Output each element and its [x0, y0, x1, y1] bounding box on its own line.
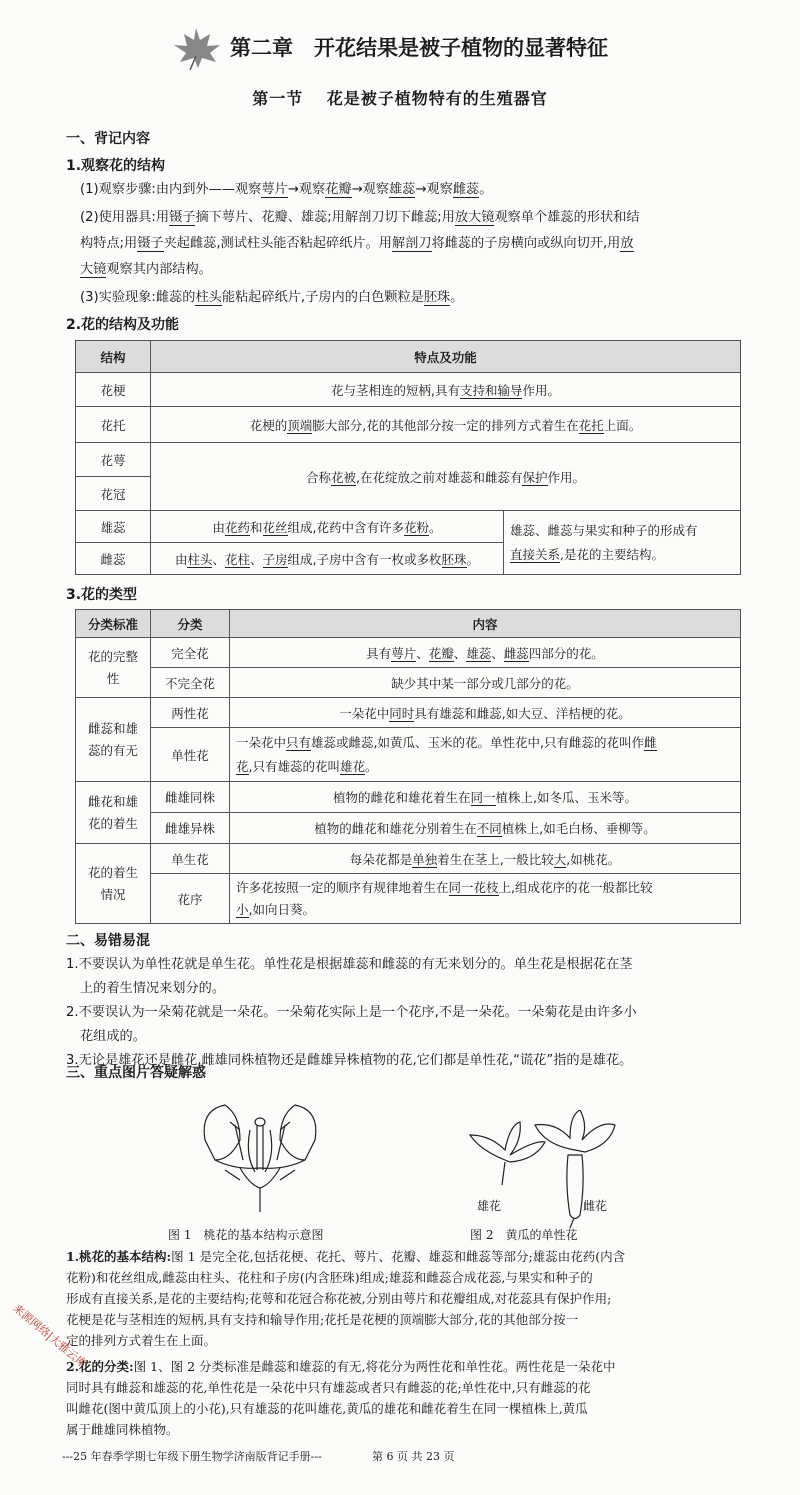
part2-line4: 花组成的。	[80, 1029, 146, 1044]
group-label: 花的完整性	[76, 638, 151, 698]
table-row	[76, 844, 741, 874]
row-note: 雄蕊、雌蕊与果实和种子的形成有 直接关系,是花的主要结构。	[504, 511, 741, 575]
table-header-row	[76, 610, 741, 638]
row-desc: 合称花被,在花绽放之前对雄蕊和雌蕊有保护作用。	[151, 443, 741, 511]
content: 缺少其中某一部分或几部分的花。	[230, 668, 741, 698]
peach-flower-figure	[195, 1100, 325, 1215]
part2-line1: 1.不要误认为单性花就是单生花。单性花是根据雄蕊和雌蕊的有无来划分的。单生花是根据花在茎	[66, 957, 633, 972]
table-row	[76, 698, 741, 728]
s1-result: (3)实验现象:雌蕊的柱头能粘起碎纸片,子房内的白色颗粒是胚珠。	[80, 290, 464, 305]
col-category: 分类	[151, 610, 230, 638]
table-row	[76, 638, 741, 668]
category: 雌雄异株	[151, 813, 230, 844]
content: 每朵花都是单独着生在茎上,一般比较大,如桃花。	[230, 844, 741, 874]
part2-heading: 二、易错易混	[66, 933, 150, 949]
table-row	[76, 407, 741, 443]
table-row	[76, 782, 741, 813]
maple-leaf-icon	[170, 26, 222, 70]
category: 雌雄同株	[151, 782, 230, 813]
footer-page-number: 第 6 页 共 23 页	[372, 1450, 455, 1463]
chapter-title: 第二章 开花结果是被子植物的显著特征	[230, 36, 608, 60]
col-content: 内容	[230, 610, 741, 638]
watermark-stamp: 来源网络|大雅云库	[10, 1301, 89, 1371]
content: 具有萼片、花瓣、雄蕊、雌蕊四部分的花。	[230, 638, 741, 668]
types-table	[75, 609, 741, 924]
row-desc: 花与茎相连的短柄,具有支持和输导作用。	[151, 373, 741, 407]
content: 植物的雌花和雄花着生在同一植株上,如冬瓜、玉米等。	[230, 782, 741, 813]
group-label: 雌花和雄花的着生	[76, 782, 151, 844]
part1-heading: 一、背记内容	[66, 131, 150, 147]
row-name: 花梗	[76, 373, 151, 407]
col-function: 特点及功能	[151, 341, 741, 373]
category: 单生花	[151, 844, 230, 874]
part2-line5: 3.无论是雄花还是雌花,雌雄同株植物还是雌雄异株植物的花,它们都是单性花,“谎花”指的是雄花。	[66, 1053, 633, 1068]
s1-tools-line3: 大镜观察其内部结构。	[80, 262, 212, 277]
category: 单性花	[151, 728, 230, 782]
table-row	[76, 373, 741, 407]
table-row	[76, 813, 741, 844]
table-row	[76, 874, 741, 924]
fig2-female-label: 雌花	[583, 1199, 608, 1213]
section-title: 第一节 花是被子植物特有的生殖器官	[252, 89, 548, 108]
content: 一朵花中只有雄蕊或雌蕊,如黄瓜、玉米的花。单性花中,只有雌蕊的花叫作雌 花,只有雄蕊的花叫雄花。	[230, 728, 741, 782]
group-label: 花的着生情况	[76, 844, 151, 924]
content: 许多花按照一定的顺序有规律地着生在同一花枝上,组成花序的花一般都比较 小,如向日葵。	[230, 874, 741, 924]
fig1-caption: 图 1 桃花的基本结构示意图	[168, 1228, 324, 1242]
structure-table	[75, 340, 741, 575]
s2-heading: 2.花的结构及功能	[66, 317, 180, 333]
category: 花序	[151, 874, 230, 924]
col-structure: 结构	[76, 341, 151, 373]
content: 一朵花中同时具有雄蕊和雌蕊,如大豆、洋桔梗的花。	[230, 698, 741, 728]
row-desc: 由柱头、花柱、子房组成,子房中含有一枚或多枚胚珠。	[151, 543, 504, 575]
part3-heading: 三、重点图片答疑解惑	[66, 1065, 206, 1081]
q1-paragraph: 1.桃花的基本结构:图 1 是完全花,包括花梗、花托、萼片、花瓣、雄蕊和雌蕊等部分;雄蕊由花药(内含 花粉)和花丝组成,雌蕊由柱头、花柱和子房(内含胚珠)组成;雄蕊和雌蕊合成花蕊,与果实和种子的 形成有直接关系,是花的主要结构;花萼和花冠合称花被,分别由萼片和花瓣组成,对花蕊具有保护作用; 花梗是花与茎相连的短柄,具有支持和输导作用;花托是花梗的顶端膨大部分,花的其他部分按一 定的排列方式着生在上面。	[66, 1249, 626, 1348]
table-row	[76, 668, 741, 698]
fig2-male-label: 雄花	[477, 1199, 502, 1213]
s3-heading: 3.花的类型	[66, 587, 138, 603]
footer-left: ---25 年春季学期七年级下册生物学济南版背记手册---	[62, 1450, 322, 1463]
row-name: 雌蕊	[76, 543, 151, 575]
row-desc: 花梗的顶端膨大部分,花的其他部分按一定的排列方式着生在花托上面。	[151, 407, 741, 443]
row-name: 雄蕊	[76, 511, 151, 543]
chapter-header	[150, 30, 670, 70]
q2-paragraph: 2.花的分类:图 1、图 2 分类标准是雌蕊和雄蕊的有无,将花分为两性花和单性花。两性花是一朵花中 同时具有雌蕊和雄蕊的花,单性花是一朵花中只有雄蕊或者只有雌蕊的花;单性花中,只有雌蕊的花 叫雌花(图中黄瓜顶上的小花),只有雄蕊的花叫雄花,黄瓜的雄花和雌花着生在同一棵植株上,黄瓜 属于雌雄同株植物。	[66, 1359, 616, 1437]
category: 两性花	[151, 698, 230, 728]
row-name: 花托	[76, 407, 151, 443]
table-row	[76, 728, 741, 782]
col-standard: 分类标准	[76, 610, 151, 638]
category: 完全花	[151, 638, 230, 668]
s1-tools-line2: 构特点;用镊子夹起雌蕊,测试柱头能否粘起碎纸片。用解剖刀将雌蕊的子房横向或纵向切开,用放	[80, 236, 634, 251]
row-name: 花冠	[76, 477, 151, 511]
table-row	[76, 443, 741, 477]
s1-step: (1)观察步骤:由内到外——观察萼片→观察花瓣→观察雄蕊→观察雌蕊。	[80, 182, 493, 197]
s1-heading: 1.观察花的结构	[66, 158, 166, 174]
table-row	[76, 511, 741, 543]
s1-tools-line1: (2)使用器具:用镊子摘下萼片、花瓣、雄蕊;用解剖刀切下雌蕊;用放大镜观察单个雄蕊的形状和结	[80, 210, 640, 225]
part2-line3: 2.不要误认为一朵菊花就是一朵花。一朵菊花实际上是一个花序,不是一朵花。一朵菊花是由许多小	[66, 1005, 637, 1020]
part2-line2: 上的着生情况来划分的。	[80, 981, 226, 996]
fig2-caption: 图 2 黄瓜的单性花	[470, 1228, 578, 1242]
category: 不完全花	[151, 668, 230, 698]
group-label: 雌蕊和雄蕊的有无	[76, 698, 151, 782]
table-header-row	[76, 341, 741, 373]
content: 植物的雌花和雄花分别着生在不同植株上,如毛白杨、垂柳等。	[230, 813, 741, 844]
row-desc: 由花药和花丝组成,花药中含有许多花粉。	[151, 511, 504, 543]
row-name: 花萼	[76, 443, 151, 477]
